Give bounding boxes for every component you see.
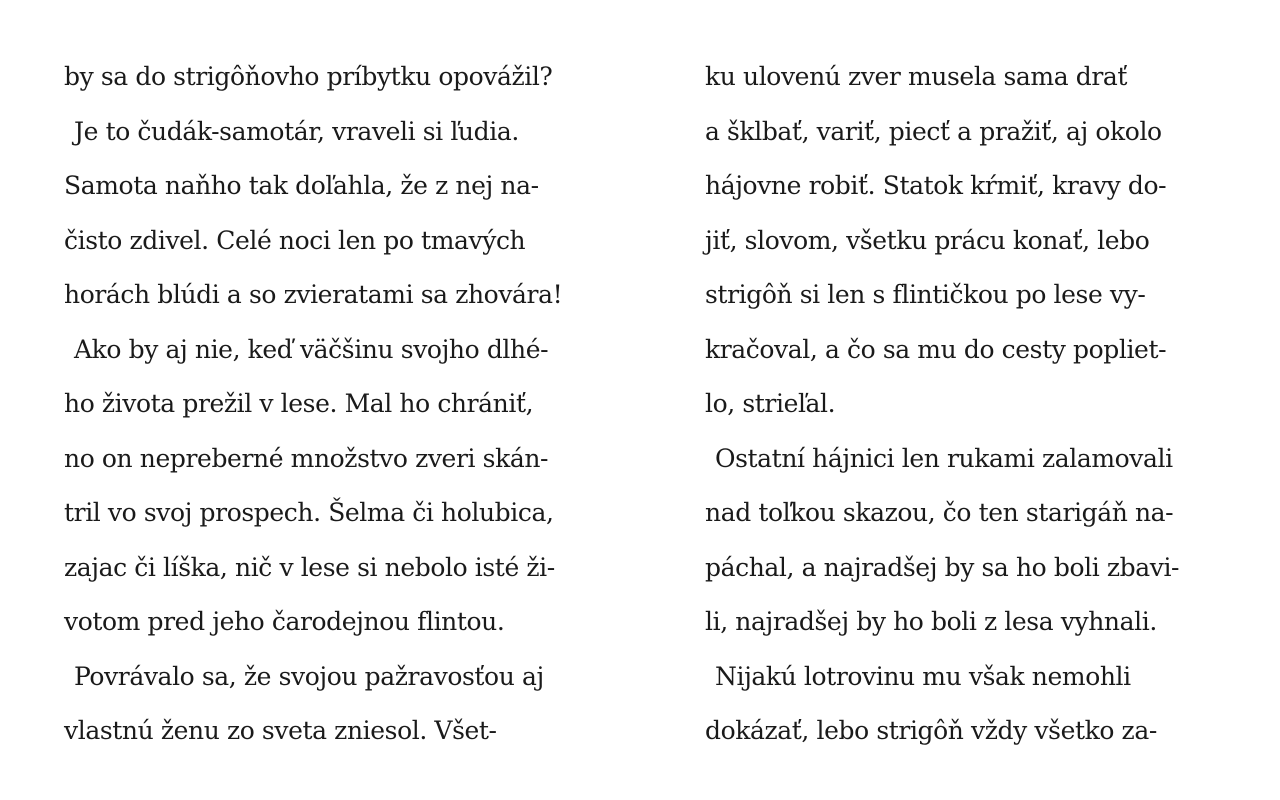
- left-column: [64, 50, 624, 759]
- text-line: lo, strieľal.: [705, 389, 836, 418]
- text-line: Je to čudák-samotár, vraveli si ľudia.: [74, 116, 519, 146]
- text-line: votom pred jeho čarodejnou flintou.: [64, 607, 505, 636]
- text-line: páchal, a najradšej by sa ho boli zbavi-: [705, 552, 1180, 582]
- text-line: a šklbať, variť, piecť a pražiť, aj okolo: [705, 116, 1162, 146]
- text-line: nad toľkou skazou, čo ten starigáň na-: [705, 498, 1174, 527]
- text-line: no on nepreberné množstvo zveri skán-: [64, 443, 549, 473]
- text-line: Ostatní hájnici len rukami zalamovali: [715, 443, 1173, 473]
- text-line: Nijakú lotrovinu mu však nemohli: [715, 661, 1131, 691]
- text-line: vlastnú ženu zo sveta zniesol. Všet-: [64, 716, 497, 745]
- text-line: Povrávalo sa, že svojou pažravosťou aj: [74, 661, 544, 691]
- text-line: kračoval, a čo sa mu do cesty popliet-: [705, 334, 1167, 364]
- text-line: li, najradšej by ho boli z lesa vyhnali.: [705, 607, 1157, 636]
- text-line: Samota naňho tak doľahla, že z nej na-: [64, 171, 539, 200]
- text-line: by sa do strigôňovho príbytku opovážil?: [64, 62, 553, 91]
- text-line: dokázať, lebo strigôň vždy všetko za-: [705, 716, 1157, 745]
- text-line: tril vo svoj prospech. Šelma či holubica,: [64, 498, 554, 527]
- text-line: strigôň si len s flintičkou po lese vy-: [705, 280, 1146, 309]
- text-line: hájovne robiť. Statok kŕmiť, kravy do-: [705, 171, 1167, 200]
- text-line: čisto zdivel. Celé noci len po tmavých: [64, 225, 526, 255]
- text-line: ku ulovenú zver musela sama drať: [705, 62, 1128, 91]
- text-line: horách blúdi a so zvieratami sa zhovára!: [64, 280, 563, 309]
- text-line: Ako by aj nie, keď väčšinu svojho dlhé-: [74, 334, 549, 364]
- text-line: jiť, slovom, všetku prácu konať, lebo: [705, 225, 1150, 255]
- text-line: ho života prežil v lese. Mal ho chrániť,: [64, 389, 534, 418]
- right-column: [705, 50, 1265, 759]
- text-line: zajac či líška, nič v lese si nebolo isté ži-: [64, 552, 555, 582]
